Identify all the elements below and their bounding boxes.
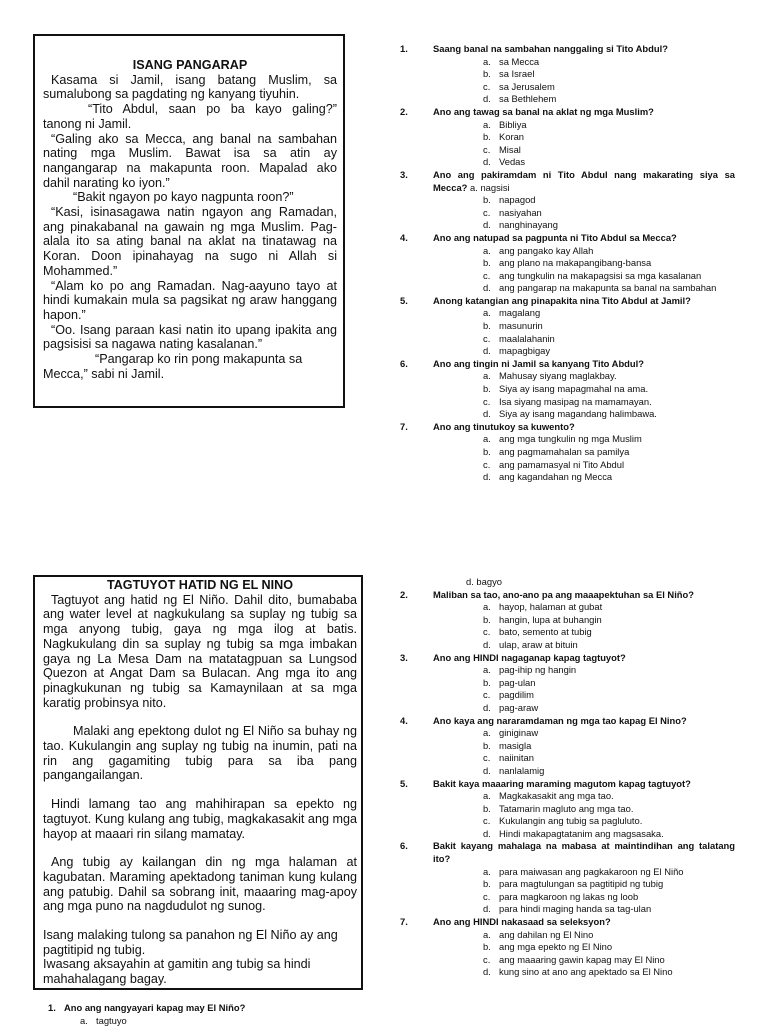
question-text: Ano ang tinutukoy sa kuwento? (433, 420, 575, 432)
option-list (433, 866, 735, 916)
question (400, 589, 735, 652)
answer-option: a. Magkakasakit ang mga tao. (483, 790, 614, 802)
answer-option: b. masunurin (483, 320, 543, 332)
answer-option: c. ang maaaring gawin kapag may El Nino (483, 953, 665, 965)
answer-option: c. bato, semento at tubig (483, 626, 592, 638)
answer-option: a. hayop, halaman at gubat (483, 601, 603, 613)
story-box-tagtuyot (33, 575, 363, 990)
question (400, 715, 735, 778)
question-number: 4. (400, 714, 408, 726)
answer-option: c. Misal (483, 143, 521, 155)
answer-option: d. ulap, araw at bituin (483, 638, 578, 650)
answer-option: b. ang pagmamahalan sa pamilya (483, 446, 630, 457)
answer-option: c. para magkaroon ng lakas ng loob (483, 890, 639, 902)
answer-option: b. Koran (483, 131, 525, 143)
question-text: Anong katangian ang pinapakita nina Tito Abdul at Jamil? (433, 294, 691, 306)
option-list (433, 433, 735, 483)
question (400, 358, 735, 421)
answer-option: c. sa Jerusalem (483, 80, 555, 92)
question-number: 4. (400, 231, 408, 243)
question (400, 169, 735, 232)
story-paragraph: Iwasang aksayahin at gamitin ang tubig sa hindi mahahalagang bagay. (43, 957, 311, 987)
answer-option: a. ang mga tungkulin ng mga Muslim (483, 433, 642, 445)
question (400, 232, 735, 295)
answer-option: b. Tatamarin magluto ang mga tao. (483, 802, 634, 814)
question (400, 916, 735, 979)
story-paragraph: Kasama si Jamil, isang batang Muslim, sa sumalubong sa pagdating ng kanyang tiyuhin. (43, 72, 337, 102)
option-list (433, 56, 735, 106)
question-number: 1. (48, 1002, 56, 1013)
question (400, 840, 735, 916)
answer-option: c. maalalahanin (483, 332, 555, 344)
question (400, 778, 735, 841)
story-paragraph: “Oo. Isang paraan kasi natin ito upang ipakita ang pagsisisi sa nagawa nating kasalanan.” (43, 322, 337, 352)
question-number: 2. (400, 588, 408, 600)
question-text: Ano ang tawag sa banal na aklat ng mga Muslim? (433, 105, 654, 117)
answer-option: d. Hindi makapagtatanim ang magsasaka. (483, 827, 664, 839)
answer-option: c. Kukulangin ang tubig sa pagluluto. (483, 815, 643, 827)
option-list (433, 601, 735, 651)
answer-option: a. giniginaw (483, 727, 539, 739)
question (400, 106, 735, 169)
story-paragraph: “Pangarap ko rin pong makapunta sa Mecca,” sabi ni Jamil. (43, 352, 303, 381)
option-list (433, 664, 735, 714)
question-text: Ano ang nangyayari kapag may El Niño? (64, 1002, 246, 1013)
story-paragraph: Tagtuyot ang hatid ng El Niño. Dahil dito, bumababa ang water level at nagkukulang sa suplay ng tubig sa mga anyong tubig, gaya ng mga ilog at batis. Nagkukulang din sa suplay ng tubig sa mga imbakan gaya ng La Mesa Dam na matatagpuan sa Lungsod Quezon at Angat Dam sa Bulacan. Ang mga ito ang pinagkukunan ng tubig sa Kamaynilaan at sa mga karatig probinsya nito. (43, 592, 357, 710)
question-text: Ano ang tingin ni Jamil sa kanyang Tito Abdul? (433, 357, 644, 369)
story-title: TAGTUYOT HATID NG EL NINO (106, 578, 294, 592)
answer-option: d. para hindi maging handa sa tag-ulan (483, 903, 652, 915)
question (400, 652, 735, 715)
question-number: 3. (400, 651, 408, 663)
option-list (433, 194, 735, 232)
story-paragraph: “Galing ako sa Mecca, ang banal na sambahan nating mga Muslim. Bawat isa sa atin ay nangangarap na makapunta roon. Mapalad ako dahil narating ko iyon.” (43, 131, 337, 190)
answer-option: a. sa Mecca (483, 55, 540, 67)
question-text: Bakit kayang mahalaga na mabasa at maintindihan ang talatang ito? (433, 840, 735, 865)
answer-option: d. kung sino at ano ang apektado sa El Nino (483, 966, 673, 978)
answer-option: a. Mahusay siyang maglakbay. (483, 370, 617, 382)
carry-over-option (400, 576, 735, 589)
story-title: ISANG PANGARAP (132, 58, 248, 72)
answer-option: c. pagdilim (483, 689, 534, 701)
question-number: 6. (400, 357, 408, 369)
question-text: Bakit kaya maaaring maraming magutom kapag tagtuyot? (433, 777, 691, 789)
question-number: 7. (400, 420, 408, 432)
answer-option: a. ang dahilan ng El Nino (483, 928, 594, 940)
question (400, 421, 735, 484)
answer-option: b. sa Israel (483, 68, 535, 80)
option-list (433, 119, 735, 169)
question-text: Saang banal na sambahan nanggaling si Tito Abdul? (433, 43, 668, 54)
question-number: 6. (400, 840, 408, 852)
answer-option: c. Isa siyang masipag na mamamayan. (483, 395, 652, 407)
question (48, 1002, 348, 1015)
answer-option: d. Vedas (483, 156, 526, 168)
answer-option: d. Siya ay isang magandang halimbawa. (483, 408, 657, 420)
answer-option: a. para maiwasan ang pagkakaroon ng El Niño (483, 865, 684, 877)
story-box-isang-pangarap (33, 34, 345, 408)
question-text: Ano ang natupad sa pagpunta ni Tito Abdul sa Mecca? (433, 231, 677, 243)
answer-option: b. masigla (483, 739, 532, 751)
option-list (48, 1015, 348, 1027)
answer-option: b. napagod (483, 194, 536, 206)
option-list (433, 370, 735, 420)
question-number: 1. (400, 43, 408, 54)
answer-option: a. magalang (483, 307, 541, 319)
answer-option: d. pag-araw (483, 701, 539, 713)
story-paragraph: “Alam ko po ang Ramadan. Nag-aayuno tayo at hindi kumakain mula sa pagsikat ng araw hanggang hapon.” (43, 278, 337, 322)
answer-option: c. ang tungkulin na makapagsisi sa mga kasalanan (483, 269, 702, 281)
answer-option: a. tagtuyo (80, 1014, 127, 1026)
answer-option: c. nasiyahan (483, 206, 542, 218)
question-number: 3. (400, 168, 408, 180)
question-text: Ano ang pakiramdam ni Tito Abdul nang makarating siya sa Mecca? a. nagsisi (433, 168, 735, 193)
answer-option: c. ang pamamasyal ni Tito Abdul (483, 458, 625, 470)
question-number: 5. (400, 294, 408, 306)
story-paragraph: “Bakit ngayon po kayo nagpunta roon?” (73, 190, 294, 205)
question (400, 295, 735, 358)
answer-option: a. Bibliya (483, 118, 527, 130)
answer-option: a. pag-ihip ng hangin (483, 664, 577, 676)
answer-option: a. ang pangako kay Allah (483, 244, 594, 256)
question-number: 2. (400, 105, 408, 117)
option-list (433, 245, 735, 295)
quiz-tagtuyot (400, 576, 735, 979)
quiz-isang-pangarap (400, 43, 735, 484)
answer-option: b. ang plano na makapangibang-bansa (483, 257, 652, 269)
question-text: Ano kaya ang nararamdaman ng mga tao kapag El Nino? (433, 714, 687, 726)
option-list (433, 929, 735, 979)
question-text: Maliban sa tao, ano-ano pa ang maaapektuhan sa El Niño? (433, 588, 694, 600)
answer-option: d. nanghinayang (483, 219, 558, 231)
answer-option: d. mapagbigay (483, 345, 551, 357)
quiz-tagtuyot-item-1 (48, 1002, 348, 1027)
answer-option: b. para magtulungan sa pagtitipid ng tubig (483, 878, 664, 890)
option-list (433, 307, 735, 357)
answer-option: d. ang pangarap na makapunta sa banal na sambahan (483, 282, 717, 294)
answer-option: b. Siya ay isang mapagmahal na ama. (483, 383, 649, 395)
story-paragraph: Ang tubig ay kailangan din ng mga halaman at kagubatan. Maraming apektadong taniman kung kulang ang patubig. Dahil sa sobrang init, maaaring mag-apoy ang mga puno na nagdudulot ng sunog. (43, 855, 357, 914)
option-list (433, 727, 735, 777)
answer-option: d. sa Bethlehem (483, 93, 557, 105)
question (400, 43, 735, 106)
answer-option: b. ang mga epekto ng El Nino (483, 941, 613, 953)
question-text: Ano ang HINDI nakasaad sa seleksyon? (433, 916, 611, 928)
story-paragraph: “Tito Abdul, saan po ba kayo galing?” tanong ni Jamil. (43, 102, 337, 131)
story-paragraph: Isang malaking tulong sa panahon ng El Niño ay ang pagtitipid ng tubig. (43, 928, 338, 957)
answer-option: d. bagyo (466, 576, 502, 587)
story-paragraph: Malaki ang epektong dulot ng El Niño sa buhay ng tao. Kukulangin ang suplay ng tubig na inumin, pati na rin ang gagamiting tubig para sa iba pang pangangailangan. (43, 724, 357, 783)
option-list (433, 790, 735, 840)
answer-option: d. nanlalamig (483, 764, 545, 776)
answer-option: b. hangin, lupa at buhangin (483, 613, 602, 625)
story-paragraph: “Kasi, isinasagawa natin ngayon ang Ramadan, ang pinakabanal na gawain ng mga Muslim. Pag-alala ito sa ating banal na aklat na tinatawag na Koran. Doon ipinahayag na sugo ni Allah si Mohammed.” (43, 205, 337, 278)
question-number: 7. (400, 916, 408, 928)
question-text: Ano ang HINDI nagaganap kapag tagtuyot? (433, 651, 626, 663)
story-paragraph: Hindi lamang tao ang mahihirapan sa epekto ng tagtuyot. Kung kulang ang tubig, magkakasakit ang mga hayop at maaari rin silang mamatay. (43, 797, 357, 841)
inline-option: a. nagsisi (470, 181, 510, 193)
answer-option: b. pag-ulan (483, 676, 536, 688)
answer-option: d. ang kagandahan ng Mecca (483, 471, 613, 483)
question-number: 5. (400, 777, 408, 789)
answer-option: c. naiinitan (483, 752, 534, 764)
